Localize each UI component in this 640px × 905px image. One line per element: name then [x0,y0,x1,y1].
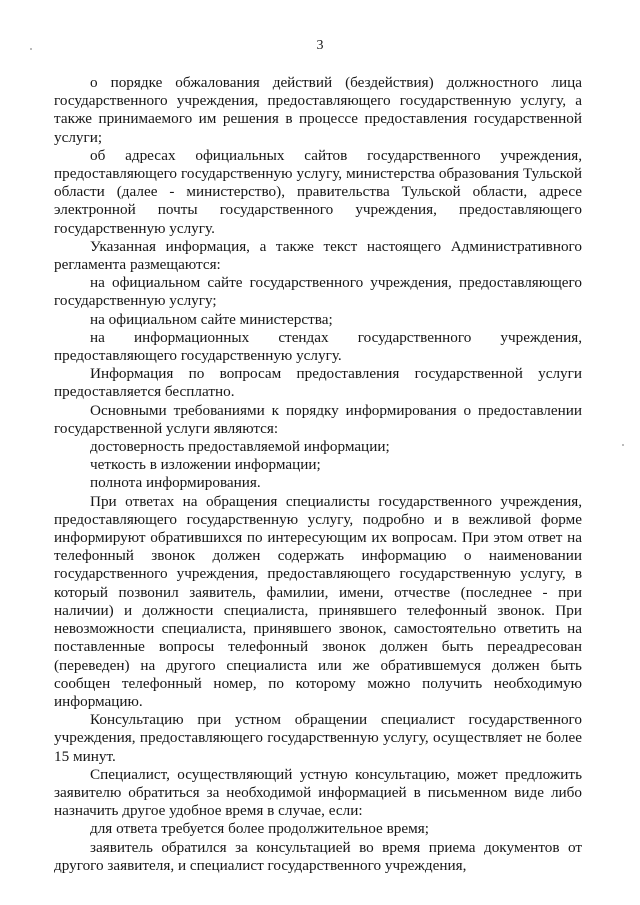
paragraph: Основными требованиями к порядку информирования о предоставлении государственной услуги являются: [54,401,582,437]
scan-speck [622,444,624,446]
paragraph: Указанная информация, а также текст настоящего Административного регламента размещаются: [54,237,582,274]
paragraph: об адресах официальных сайтов государственного учреждения, предоставляющего государственную услугу, министерства образования Тульской области (далее - министерство), правительства Тульской области, адресе электронной почты государственного учреждения, предоставляющего государственную услугу. [54,146,582,237]
paragraph: Информация по вопросам предоставления государственной услуги предоставляется бесплатно. [54,365,582,401]
paragraph: о порядке обжалования действий (бездействия) должностного лица государственного учреждения, предоставляющего государственную услугу, а также принимаемого им решения в процессе предоставления государственной услуги; [54,74,582,146]
paragraph: Консультацию при устном обращении специалист государственного учреждения, предоставляющего государственную услугу, осуществляет не более 15 минут. [54,711,582,765]
paragraph: на официальном сайте министерства; [90,310,333,328]
paragraph: Специалист, осуществляющий устную консультацию, может предложить заявителю обратиться за необходимой информацией в письменном виде либо назначить другое удобное время в случае, если: [54,765,582,820]
paragraph: полнота информирования. [90,474,261,492]
paragraph: на официальном сайте государственного учреждения, предоставляющего государственную услугу; [54,274,582,310]
paragraph: заявитель обратился за консультацией во время приема документов от другого заявителя, и специалист государственного учреждения, [54,838,582,874]
paragraph: для ответа требуется более продолжительное время; [90,820,429,838]
page-number: 3 [316,38,324,53]
scan-speck [30,48,32,50]
document-body [54,74,582,875]
paragraph: При ответах на обращения специалисты государственного учреждения, предоставляющего государственную услугу, подробно и в вежливой форме информируют обратившихся по интересующим их вопросам. При этом ответ на телефонный звонок должен содержать информацию о наименовании государственного учреждения, предоставляющего государственную услугу, в который позвонил заявитель, фамилии, имени, отчестве (последнее - при наличии) и должности специалиста, принявшего телефонный звонок. При невозможности специалиста, принявшего звонок, самостоятельно ответить на поставленные вопросы телефонный звонок должен быть переадресован (переведен) на другого специалиста или же обратившемуся должен быть сообщен телефонный номер, по которому можно получить необходимую информацию. [54,492,582,710]
paragraph: четкость в изложении информации; [90,456,321,474]
paragraph: на информационных стендах государственного учреждения, предоставляющего государственную услугу. [54,328,582,365]
paragraph: достоверность предоставляемой информации; [90,438,390,456]
